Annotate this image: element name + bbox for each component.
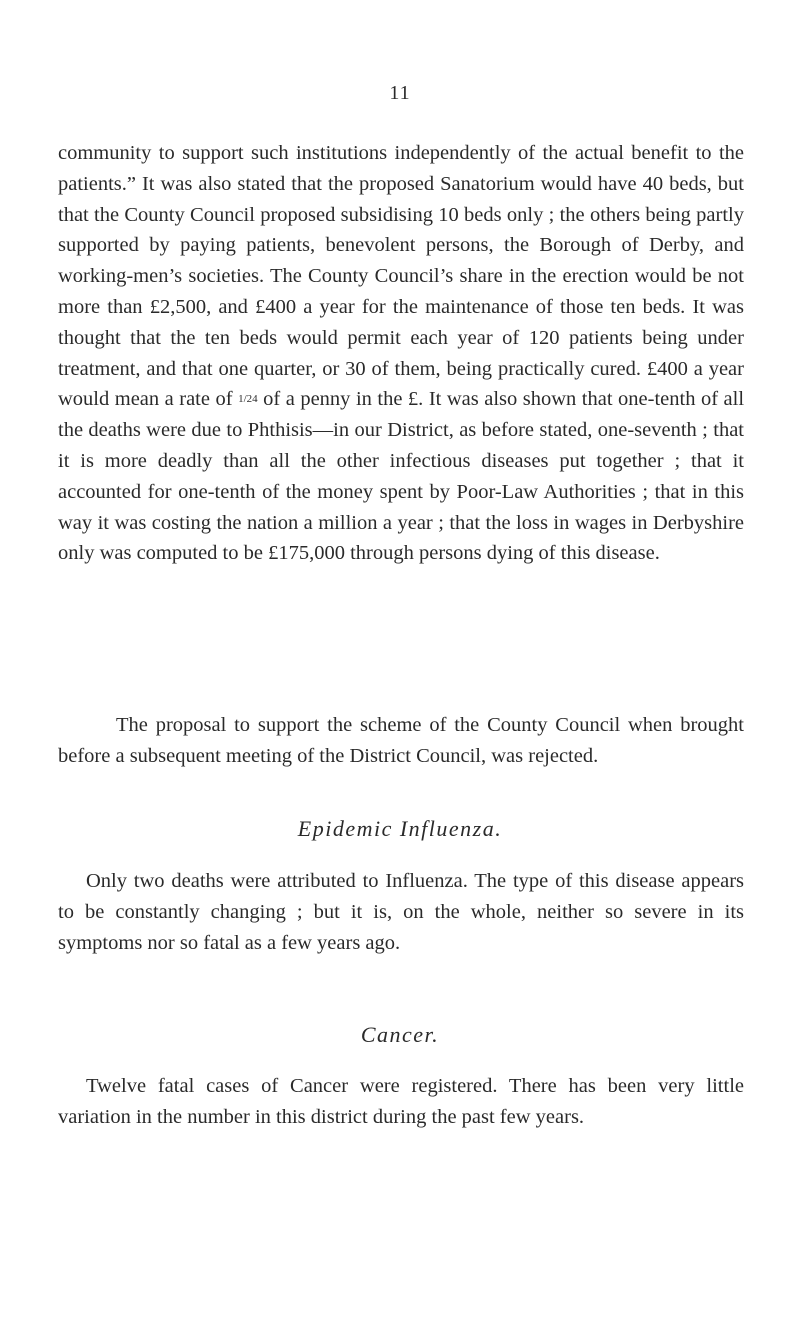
paragraph-proposal-rejected [58, 710, 744, 772]
fraction-one-twenty-fourth: 1/24 [238, 393, 258, 406]
heading-epidemic-influenza: Epidemic Influenza. [297, 816, 503, 841]
paragraph-influenza [58, 866, 744, 958]
paragraph-sanatorium-text [58, 138, 744, 569]
heading-cancer: Cancer. [360, 1022, 440, 1047]
paragraph-proposal-rejected-text: The proposal to support the scheme of the County Council when brought before a subsequent meeting of the District Council, was rejected. [58, 714, 744, 767]
paragraph-cancer [58, 1071, 744, 1133]
paragraph-sanatorium [58, 138, 744, 569]
page-number: 11 [389, 82, 411, 104]
paragraph-cancer-text: Twelve fatal cases of Cancer were registered. There has been very little variation in the number in this district during the past few years. [58, 1075, 744, 1128]
paragraph-sanatorium-part-2: of a penny in the £. It was also shown that one-tenth of all the deaths were due to Phthisis—in our District, as before stated, one-seventh ; that it is more deadly than all the other infectious diseases put together ; that it accounted for one-tenth of the money spent by Poor-Law Authorities ; that in this way it was costing the nation a million a year ; that the loss in wages in Derbyshire only was computed to be £175,000 through persons dying of this disease. [58, 388, 745, 565]
paragraph-sanatorium-part-1: community to support such institutions independently of the actual benefit to the patients.” It was also stated that the proposed Sanatorium would have 40 beds, but that the County Council proposed subsidising 10 beds only ; the others being partly supported by paying patients, benevolent persons, the Borough of Derby, and working-men’s societies. The County Council’s share in the erection would be not more than £2,500, and £400 a year for the maintenance of those ten beds. It was thought that the ten beds would permit each year of 120 patients being under treatment, and that one quarter, or 30 of them, being practically cured. £400 a year would mean a rate of [58, 142, 744, 411]
paragraph-influenza-text: Only two deaths were attributed to Influenza. The type of this disease appears to be constantly changing ; but it is, on the whole, neither so severe in its symptoms nor so fatal as a few years ago. [58, 870, 744, 954]
